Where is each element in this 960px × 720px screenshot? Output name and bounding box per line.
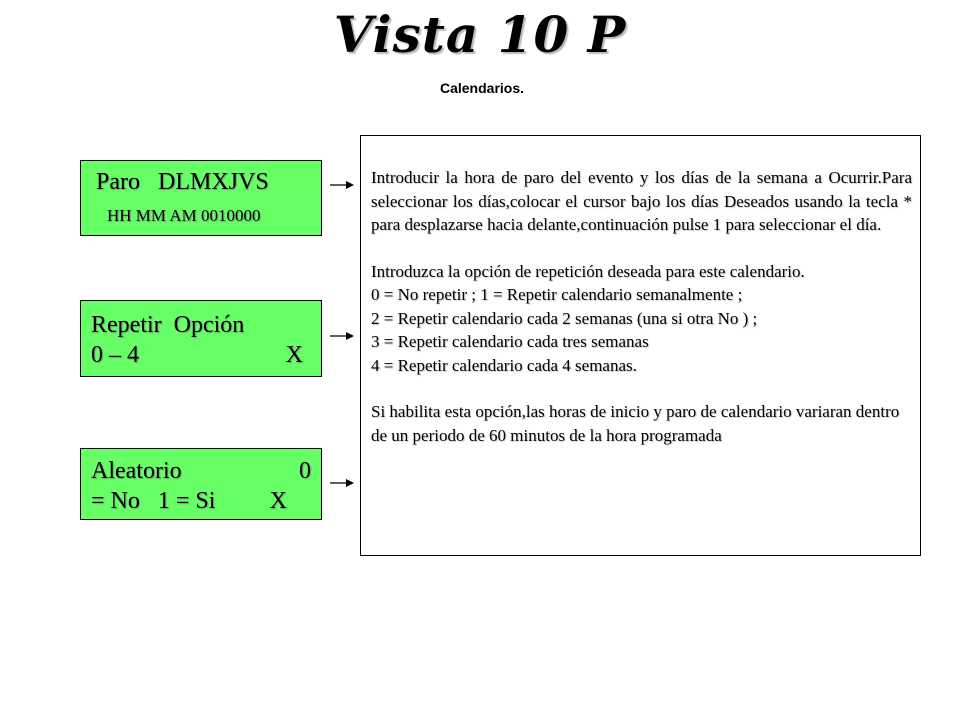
right-arrow-icon — [330, 477, 354, 489]
repeat-option: 0 = No repetir ; 1 = Repetir calendario semanalmente ; — [371, 285, 743, 304]
display-line-2: HH MM AM 0010000 — [107, 206, 261, 225]
description-paragraph-repetir: Introduzca la opción de repetición deseada para este calendario. — [371, 261, 805, 281]
description-paragraph-aleatorio: Si habilita esta opción,las horas de inicio y paro de calendario variaran dentro de un periodo de 60 minutos de la hora programada — [371, 402, 900, 445]
display-line-1-value: 0 — [299, 458, 311, 484]
display-line-2: 0 – 4 — [91, 342, 139, 368]
slide-title: Vista 10 P — [333, 5, 627, 64]
display-line-1: Paro DLMXJVS — [96, 169, 269, 195]
display-line-2: = No 1 = Si — [91, 488, 216, 514]
right-arrow-icon — [330, 330, 354, 342]
repeat-option: 3 = Repetir calendario cada tres semanas — [371, 332, 649, 351]
right-arrow-icon — [330, 179, 354, 191]
repeat-option: 2 = Repetir calendario cada 2 semanas (una si otra No ) ; — [371, 308, 758, 328]
display-line-2-value: X — [285, 342, 303, 368]
description-panel — [360, 135, 921, 556]
display-line-1: Repetir Opción — [91, 312, 245, 338]
keypad-display-aleatorio — [80, 448, 322, 520]
slide-subtitle: Calendarios. — [439, 80, 525, 96]
description-paragraph-paro: Introducir la hora de paro del evento y los días de la semana a Ocurrir.Para seleccionar los días,colocar el cursor bajo los días Deseados usando la tecla * para desplazarse hacia delante,continuación pulse 1 para seleccionar el día. — [371, 168, 912, 234]
keypad-display-paro — [80, 160, 322, 236]
display-line-1: Aleatorio — [91, 458, 182, 484]
keypad-display-repetir — [80, 300, 322, 377]
display-line-2-value: X — [269, 488, 287, 514]
repeat-option: 4 = Repetir calendario cada 4 semanas. — [371, 355, 637, 375]
